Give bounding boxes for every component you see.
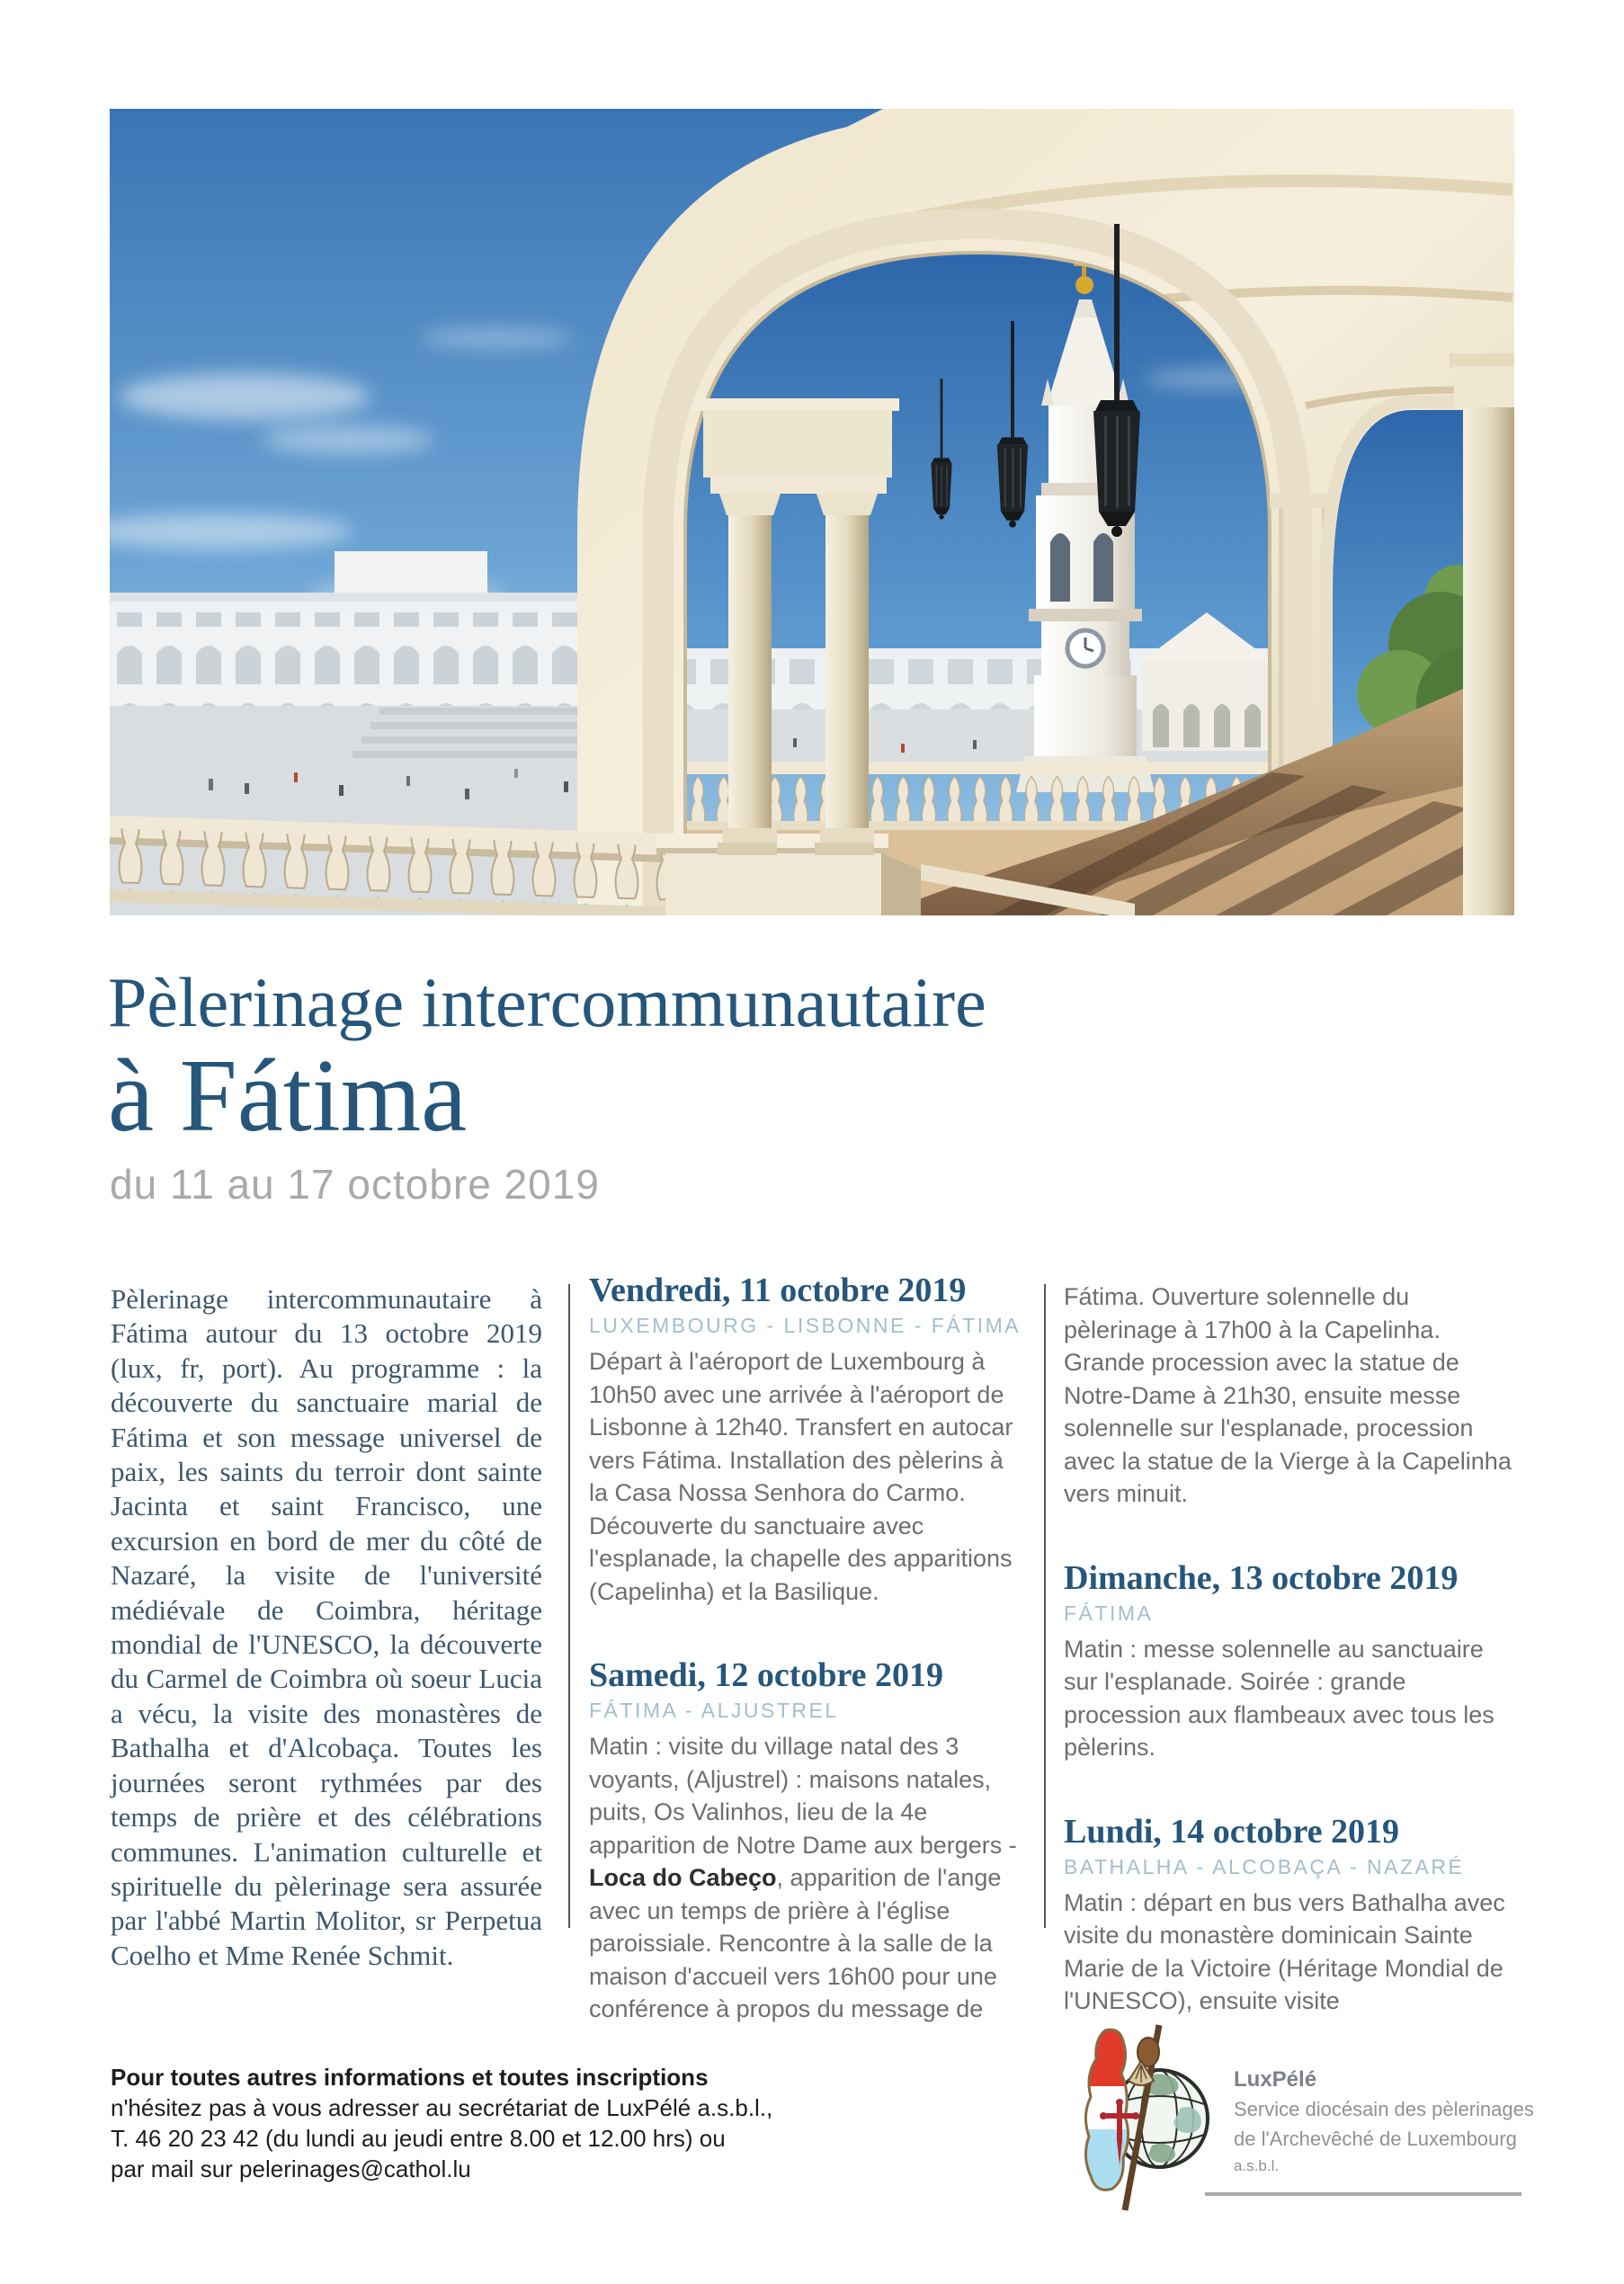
logo-line-2: de l'Archevêché de Luxembourg [1234,2128,1517,2150]
luxpele-logo-text [1234,2065,1534,2179]
column-divider-2 [1044,1284,1046,1928]
logo-line-1: Service diocésain des pèlerinages [1234,2098,1534,2120]
day-monday [1064,1811,1513,2018]
day-title-sunday: Dimanche, 13 octobre 2019 [1064,1558,1459,1597]
hero-photo [110,109,1514,915]
page-title-line1: Pèlerinage intercommunautaire [108,963,986,1041]
contact-line-4: par mail sur pelerinages@cathol.lu [111,2155,471,2182]
intro-column [111,1270,542,1973]
day-route-sunday: FÁTIMA [1064,1601,1154,1625]
column-divider-1 [568,1284,570,1928]
day-route-saturday: FÁTIMA - ALJUSTREL [589,1699,839,1722]
day-title-saturday: Samedi, 12 octobre 2019 [589,1656,944,1694]
day-text-saturday [589,1730,1022,2026]
program-column-2 [1064,1270,1513,2018]
saturday-text-before: Matin : visite du village natal des 3 voyants, (Aljustrel) : maisons natales, puits, Os Valinhos, lieu de la 4e apparition de Notre Dame aux bergers - [589,1733,1017,1859]
day-text-saturday-continued: Fátima. Ouverture solennelle du pèlerinage à 17h00 à la Capelinha. Grande procession avec la statue de Notre-Dame à 21h30, ensuite messe solennelle sur l'esplanade, procession avec la statue de la Vierge à la Capelinha vers minuit. [1064,1283,1512,1507]
luxpele-logo-icon [1066,2021,1220,2214]
page-subtitle: du 11 au 17 octobre 2019 [110,1161,600,1208]
day-title-monday: Lundi, 14 octobre 2019 [1064,1812,1400,1851]
day-route-friday: LUXEMBOURG - LISBONNE - FÁTIMA [589,1314,1022,1337]
contact-title: Pour toutes autres informations et toutes inscriptions [111,2064,709,2091]
title-block [108,964,986,1151]
contact-line-3: T. 46 20 23 42 (du lundi au jeudi entre 8.00 et 12.00 hrs) ou [111,2125,726,2152]
day-sunday [1064,1557,1513,1764]
contact-line-2: n'hésitez pas à vous adresser au secrétariat de LuxPélé a.s.b.l., [111,2094,773,2121]
day-text-monday: Matin : départ en bus vers Bathalha avec visite du monastère dominicain Sainte Marie de la Victoire (Héritage Mondial de l'UNESCO), ensuite visite [1064,1888,1505,2014]
saturday-text-after: , apparition de l'ange avec un temps de prière à l'église paroissiale. Rencontre à la salle de la maison d'accueil vers 16h00 pour une conférence à propos du message de [589,1864,1002,2022]
day-text-friday: Départ à l'aéroport de Luxembourg à 10h50 avec une arrivée à l'aéroport de Lisbonne à 12h40. Transfert en autocar vers Fátima. Installation des pèlerins à la Casa Nossa Senhora do Carmo. Découverte du sanctuaire avec l'esplanade, la chapelle des apparitions (Capelinha) et la Basilique. [589,1348,1013,1605]
day-saturday [589,1655,1022,2026]
logo-line-3: a.s.b.l. [1234,2157,1280,2174]
day-saturday-continued [1064,1280,1513,1511]
day-text-sunday: Matin : messe solennelle au sanctuaire sur l'esplanade. Soirée : grande procession aux flambeaux avec tous les pèlerins. [1064,1635,1495,1761]
intro-paragraph: Pèlerinage intercommunautaire à Fátima autour du 13 octobre 2019 (lux, fr, port). Au programme : la découverte du sanctuaire marial de Fátima et son message universel de paix, les saints du terroir dont sainte Jacinta et saint Francisco, une excursion en bord de mer du côté de Nazaré, la visite de l'université médiévale de Coimbra, héritage mondial de l'UNESCO, la découverte du Carmel de Coimbra où soeur Lucia a vécu, la visite des monastères de Bathalha et d'Alcobaça. Toutes les journées seront rythmées par des temps de prière et des célébrations communes. L'animation culturelle et spirituelle du pèlerinage sera assurée par l'abbé Martin Molitor, sr Perpetua Coelho et Mme Renée Schmit. [111,1283,542,1971]
page-title-line2: à Fátima [108,1039,468,1153]
saturday-text-bold: Loca do Cabeço [589,1864,777,1891]
day-route-monday: BATHALHA - ALCOBAÇA - NAZARÉ [1064,1854,1465,1878]
program-column-1 [589,1270,1022,2026]
day-title-friday: Vendredi, 11 octobre 2019 [589,1271,967,1309]
logo-name: LuxPélé [1234,2067,1317,2092]
day-friday [589,1270,1022,1608]
logo-rule [1205,2192,1521,2196]
contact-info [111,2062,772,2184]
